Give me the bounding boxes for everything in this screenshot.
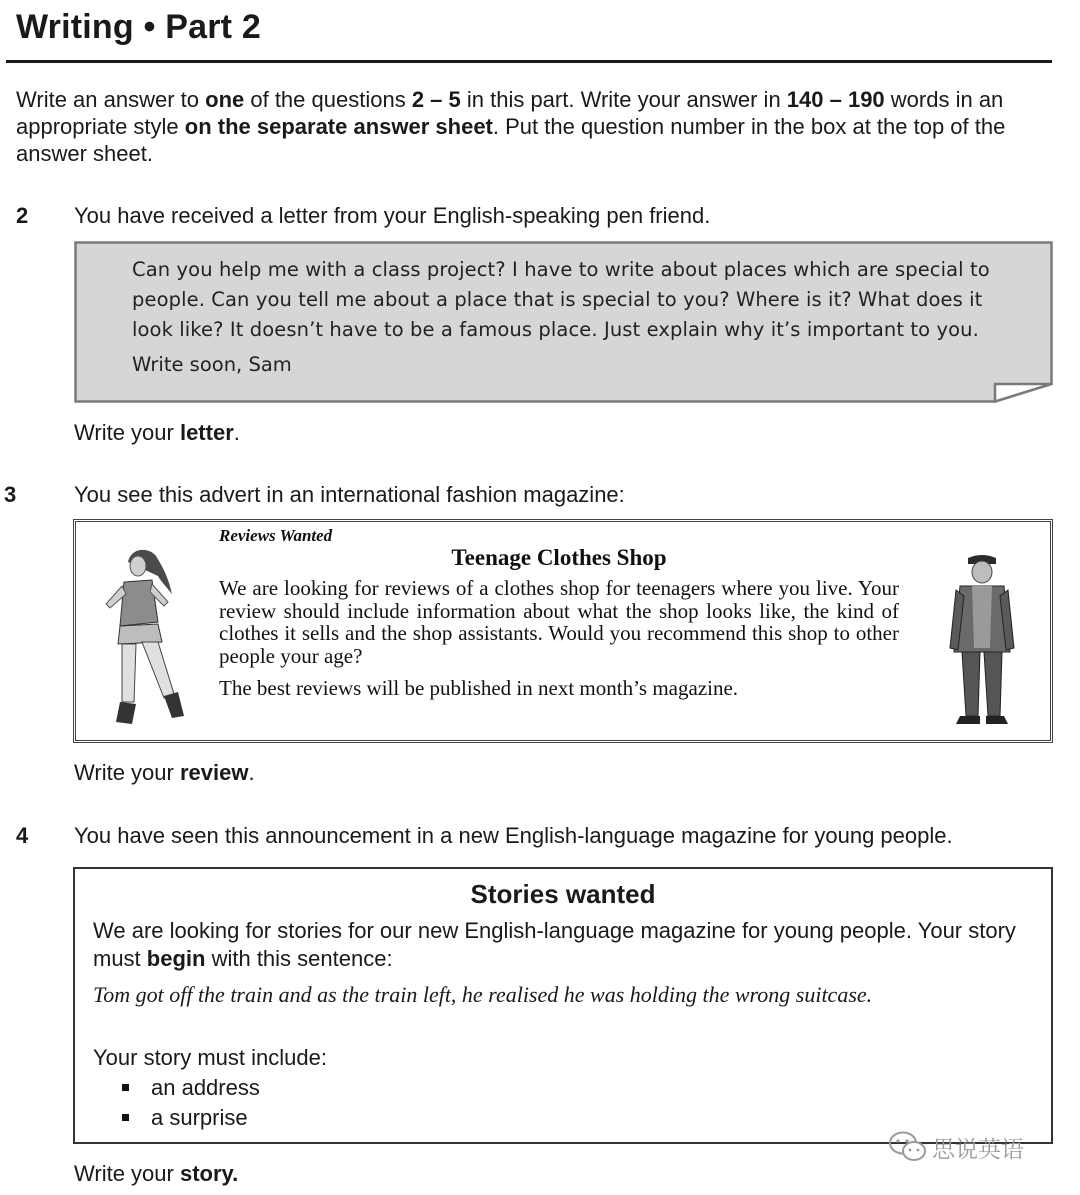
question-number-4: 4: [16, 823, 29, 848]
stories-include-label: Your story must include:: [93, 1045, 327, 1070]
girl-figure-icon: [98, 546, 198, 738]
advert-footer: The best reviews will be published in next month’s magazine.: [219, 676, 739, 700]
watermark: [888, 1130, 1024, 1164]
write-your-review: Write your review.: [74, 760, 255, 785]
list-item: an address: [119, 1073, 260, 1103]
story-opening-sentence: Tom got off the train and as the train left, he realised he was holding the wrong suitcase.: [93, 982, 873, 1007]
watermark-text: 思说英语: [932, 1136, 1024, 1163]
question-4-prompt: You have seen this announcement in a new English-language magazine for young people.: [74, 823, 953, 848]
letter-signature: Write soon, Sam: [132, 353, 292, 376]
list-item: a surprise: [119, 1103, 260, 1133]
write-your-story: Write your story.: [74, 1161, 239, 1186]
advert-content: [219, 526, 899, 701]
square-bullet-icon: [122, 1114, 129, 1121]
wechat-icon: [888, 1130, 928, 1164]
question-number-2: 2: [16, 203, 29, 228]
question-2-prompt: You have received a letter from your English-speaking pen friend.: [74, 203, 711, 228]
instructions: Write an answer to one of the questions 2 – 5 in this part. Write your answer in 140 – 190 words in an appropriate style on the separate answer sheet. Put the question number in the box at the top of the answer sheet.: [16, 87, 1006, 166]
write-your-letter: Write your letter.: [74, 420, 240, 445]
page-title: Writing • Part 2: [16, 8, 261, 46]
fashion-advert: [73, 519, 1053, 743]
stories-title: Stories wanted: [470, 879, 656, 909]
advert-title: Teenage Clothes Shop: [451, 545, 667, 570]
boy-figure-icon: [942, 552, 1022, 732]
stories-announcement: [73, 867, 1053, 1144]
advert-tag: Reviews Wanted: [219, 526, 333, 545]
stories-body: We are looking for stories for our new English-language magazine for young people. Your story must begin with this sentence:: [93, 918, 1016, 971]
stories-requirements-list: [119, 1073, 260, 1133]
pen-friend-letter: [74, 241, 1053, 403]
question-3-prompt: You see this advert in an international fashion magazine:: [74, 482, 625, 507]
square-bullet-icon: [122, 1084, 129, 1091]
letter-body: Can you help me with a class project? I have to write about places which are special to people. Can you tell me about a place that is special to you? Where is it? What does it look like? It doesn’t have to be a famous place. Just explain why it’s important to you.: [132, 258, 990, 341]
question-number-3: 3: [4, 482, 17, 507]
advert-body: We are looking for reviews of a clothes shop for teenagers where you live. Your review should include information about what the shop looks like, the kind of clothes it sells and the shop assistants. Would you recommend this shop to other people your age?: [219, 576, 899, 668]
title-divider: [6, 60, 1052, 63]
